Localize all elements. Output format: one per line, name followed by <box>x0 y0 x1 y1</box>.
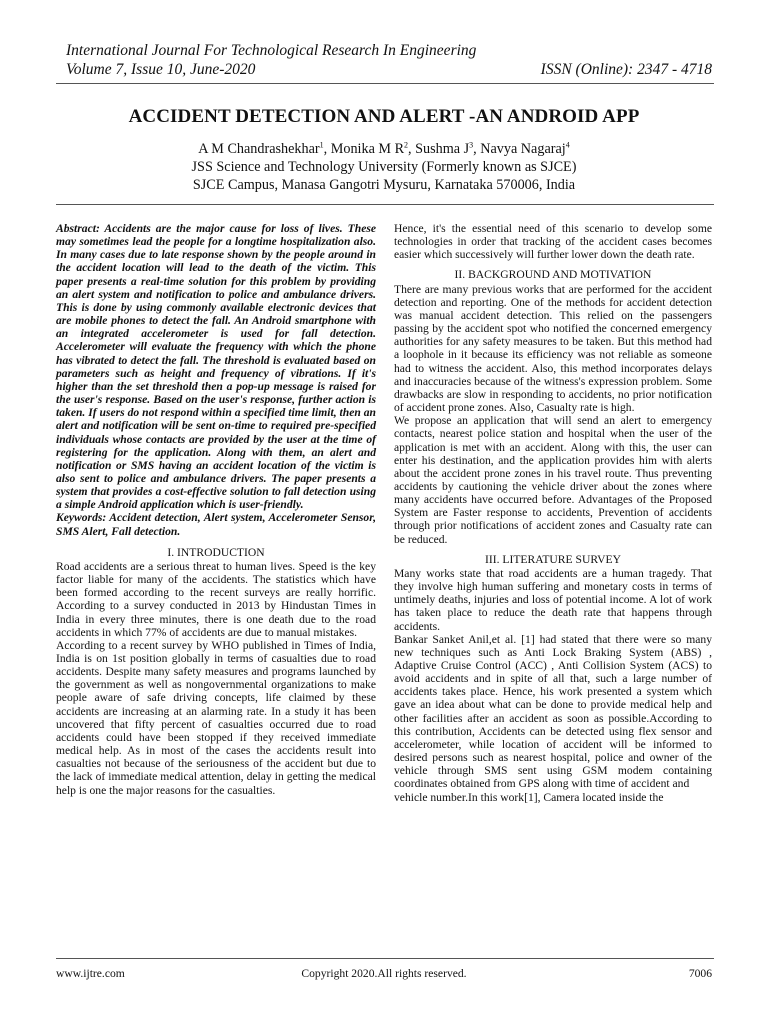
paragraph: There are many previous works that are performed for the accident detection and reporting. One of the methods for accident detection was manual accident detection. This relied on the passengers passing by the accident spot who notified the concerned emergency authorities for any safety measures to be taken. But this method had a loophole in it because its efficiency was not reliable as someone had to witness the accident. Also, this method incorporates delays and inaccuracies because of the witness's expression problem. Some drawbacks are slow in responding to accidents, no prior notification of accident prone zones. Also, Casualty rate is high. <box>394 282 712 415</box>
section-heading-literature-survey: III. LITERATURE SURVEY <box>485 552 621 566</box>
header-rule <box>56 83 714 84</box>
footer-copyright: Copyright 2020.All rights reserved. <box>301 967 467 980</box>
affiliation-university: JSS Science and Technology University (Formerly known as SJCE) <box>191 159 577 175</box>
right-column <box>394 222 712 804</box>
abstract: Abstract: Accidents are the major cause for loss of lives. These may sometimes lead the people for a longtime hospitalization also. In many cases due to late response shown by the people around in the accident location will lead to the death of the victim. This paper presents a real-time solution for this problem by providing an alert system and notification to police and ambulance drivers. This is done by using commonly available electronic devices that are mobile phones to detect the fall. An Android smartphone with an integrated accelerometer is used for fall detection. Accelerometer will evaluate the frequency with which the phone has vibrated to detect the fall. The threshold is evaluated based on parameters such as height and frequency of vibrations. If it's higher than the set threshold then a pop-up message is raised for the user's response. Based on the user's response, further action is taken. If users do not respond within a specified time limit, then an alert and notification will be sent on-time to required pre-specified individuals whose contacts are provided by the user at the time of registering for the application. Along with them, an alert and notification or SMS having an accident location of the victim is also sent to police and ambulance drivers. The paper presents a system that provides a cost-effective solution to fall detection using a simple Android application which is user-friendly. <box>56 222 376 512</box>
keywords: Keywords: Accident detection, Alert system, Accelerometer Sensor, SMS Alert, Fall detection. <box>56 511 376 538</box>
affiliation-address: SJCE Campus, Manasa Gangotri Mysuru, Karnataka 570006, India <box>192 177 576 193</box>
author: Navya Nagaraj$^4$ <box>480 140 570 157</box>
paragraph: Hence, it's the essential need of this scenario to develop some technologies in order that tracking of the accident cases becomes easier which successively will further lower down the death rate. <box>394 222 712 262</box>
page-number: 7006 <box>688 967 712 980</box>
footer-website[interactable]: www.ijtre.com <box>56 967 125 980</box>
paragraph: Many works state that road accidents are a human tragedy. That they involve high human suffering and monetary costs in terms of untimely deaths, injuries and loss of potential income. A lot of work has taken place to reduce the death rate that happens through accidents. <box>394 566 712 633</box>
footer-rule <box>56 958 714 959</box>
paragraph: Road accidents are a serious threat to human lives. Speed is the key factor liable for many of the accidents. The statistics which have been formed according to the recent surveys are really horrific. According to a survey conducted in 2013 by Hindustan Times in India in every three minutes, there is one death due to the road accidents in which 77% of accidents are due to manual mistakes. <box>56 559 376 639</box>
paper-title: ACCIDENT DETECTION AND ALERT -AN ANDROID APP <box>128 106 640 127</box>
section-heading-background: II. BACKGROUND AND MOTIVATION <box>454 268 652 282</box>
author: Monika M $R^2$, <box>330 140 416 157</box>
paragraph: We propose an application that will send an alert to emergency contacts, nearest police station and hospital when the user of the application is met with an accident. Along with this, the user can enter his destination, and the application provides him with alerts about the accident prone zones in his travel route. Thus preventing accidents by cautioning the vehicle driver about the zones where many accidents have occurred before. Advantages of the Proposed System are Faster response to accidents, Prevention of accidents through prior notifications of accident zones and Casualty rate can be reduced. <box>394 414 712 546</box>
paragraph: According to a recent survey by WHO published in Times of India, India is on 1st position globally in terms of casualties due to road accidents. Despite many safety measures and programs launched by the government as well as nongovernmental organizations to make people aware of safe driving concepts, life claimed by these accidents are increasing at an alarming rate. In a study it has been uncovered that fifty percent of casualties occurred due to road accidents could have been stopped if they received immediate medical help. As in most of the cases the accidents result into casualties not because of the seriousness of the accident but due to the lack of immediate medical attention, delay in getting the medical help is one the major reasons for the casualties. <box>56 638 376 797</box>
author: Sushma $J^3$, <box>415 140 481 157</box>
title-rule <box>56 204 714 205</box>
issn: ISSN (Online): 2347 - 4718 <box>540 61 712 78</box>
author: A M Chandrashekhar$^1$, <box>198 140 331 157</box>
paragraph: vehicle number.In this work[1], Camera located inside the <box>394 790 664 804</box>
paragraph: Bankar Sanket Anil,et al. [1] had stated that there were so many new techniques such as Anti Lock Braking System (ABS) , Adaptive Cruise Control (ACC) , Anti Collision System (ACS) to avoid accidents and in spite of all that, such a large number of accidents takes place. Hence, his work presented a system which gave an idea about what can be done to provide medical help and other facilities after an accident as soon as possible.According to this contribution, Accidents can be detected using flex sensor and accelerometer, while location of accident will be informed to desired persons such as nearest hospital, police and owner of the vehicle through SMS sent using GSM modem containing coordinates obtained from GPS along with time of accident and <box>394 632 712 791</box>
left-column <box>56 222 376 797</box>
journal-name: International Journal For Technological Research In Engineering <box>66 42 477 59</box>
volume-issue: Volume 7, Issue 10, June-2020 <box>66 61 256 78</box>
author-list <box>0 140 768 158</box>
section-heading-introduction: I. INTRODUCTION <box>167 545 265 559</box>
